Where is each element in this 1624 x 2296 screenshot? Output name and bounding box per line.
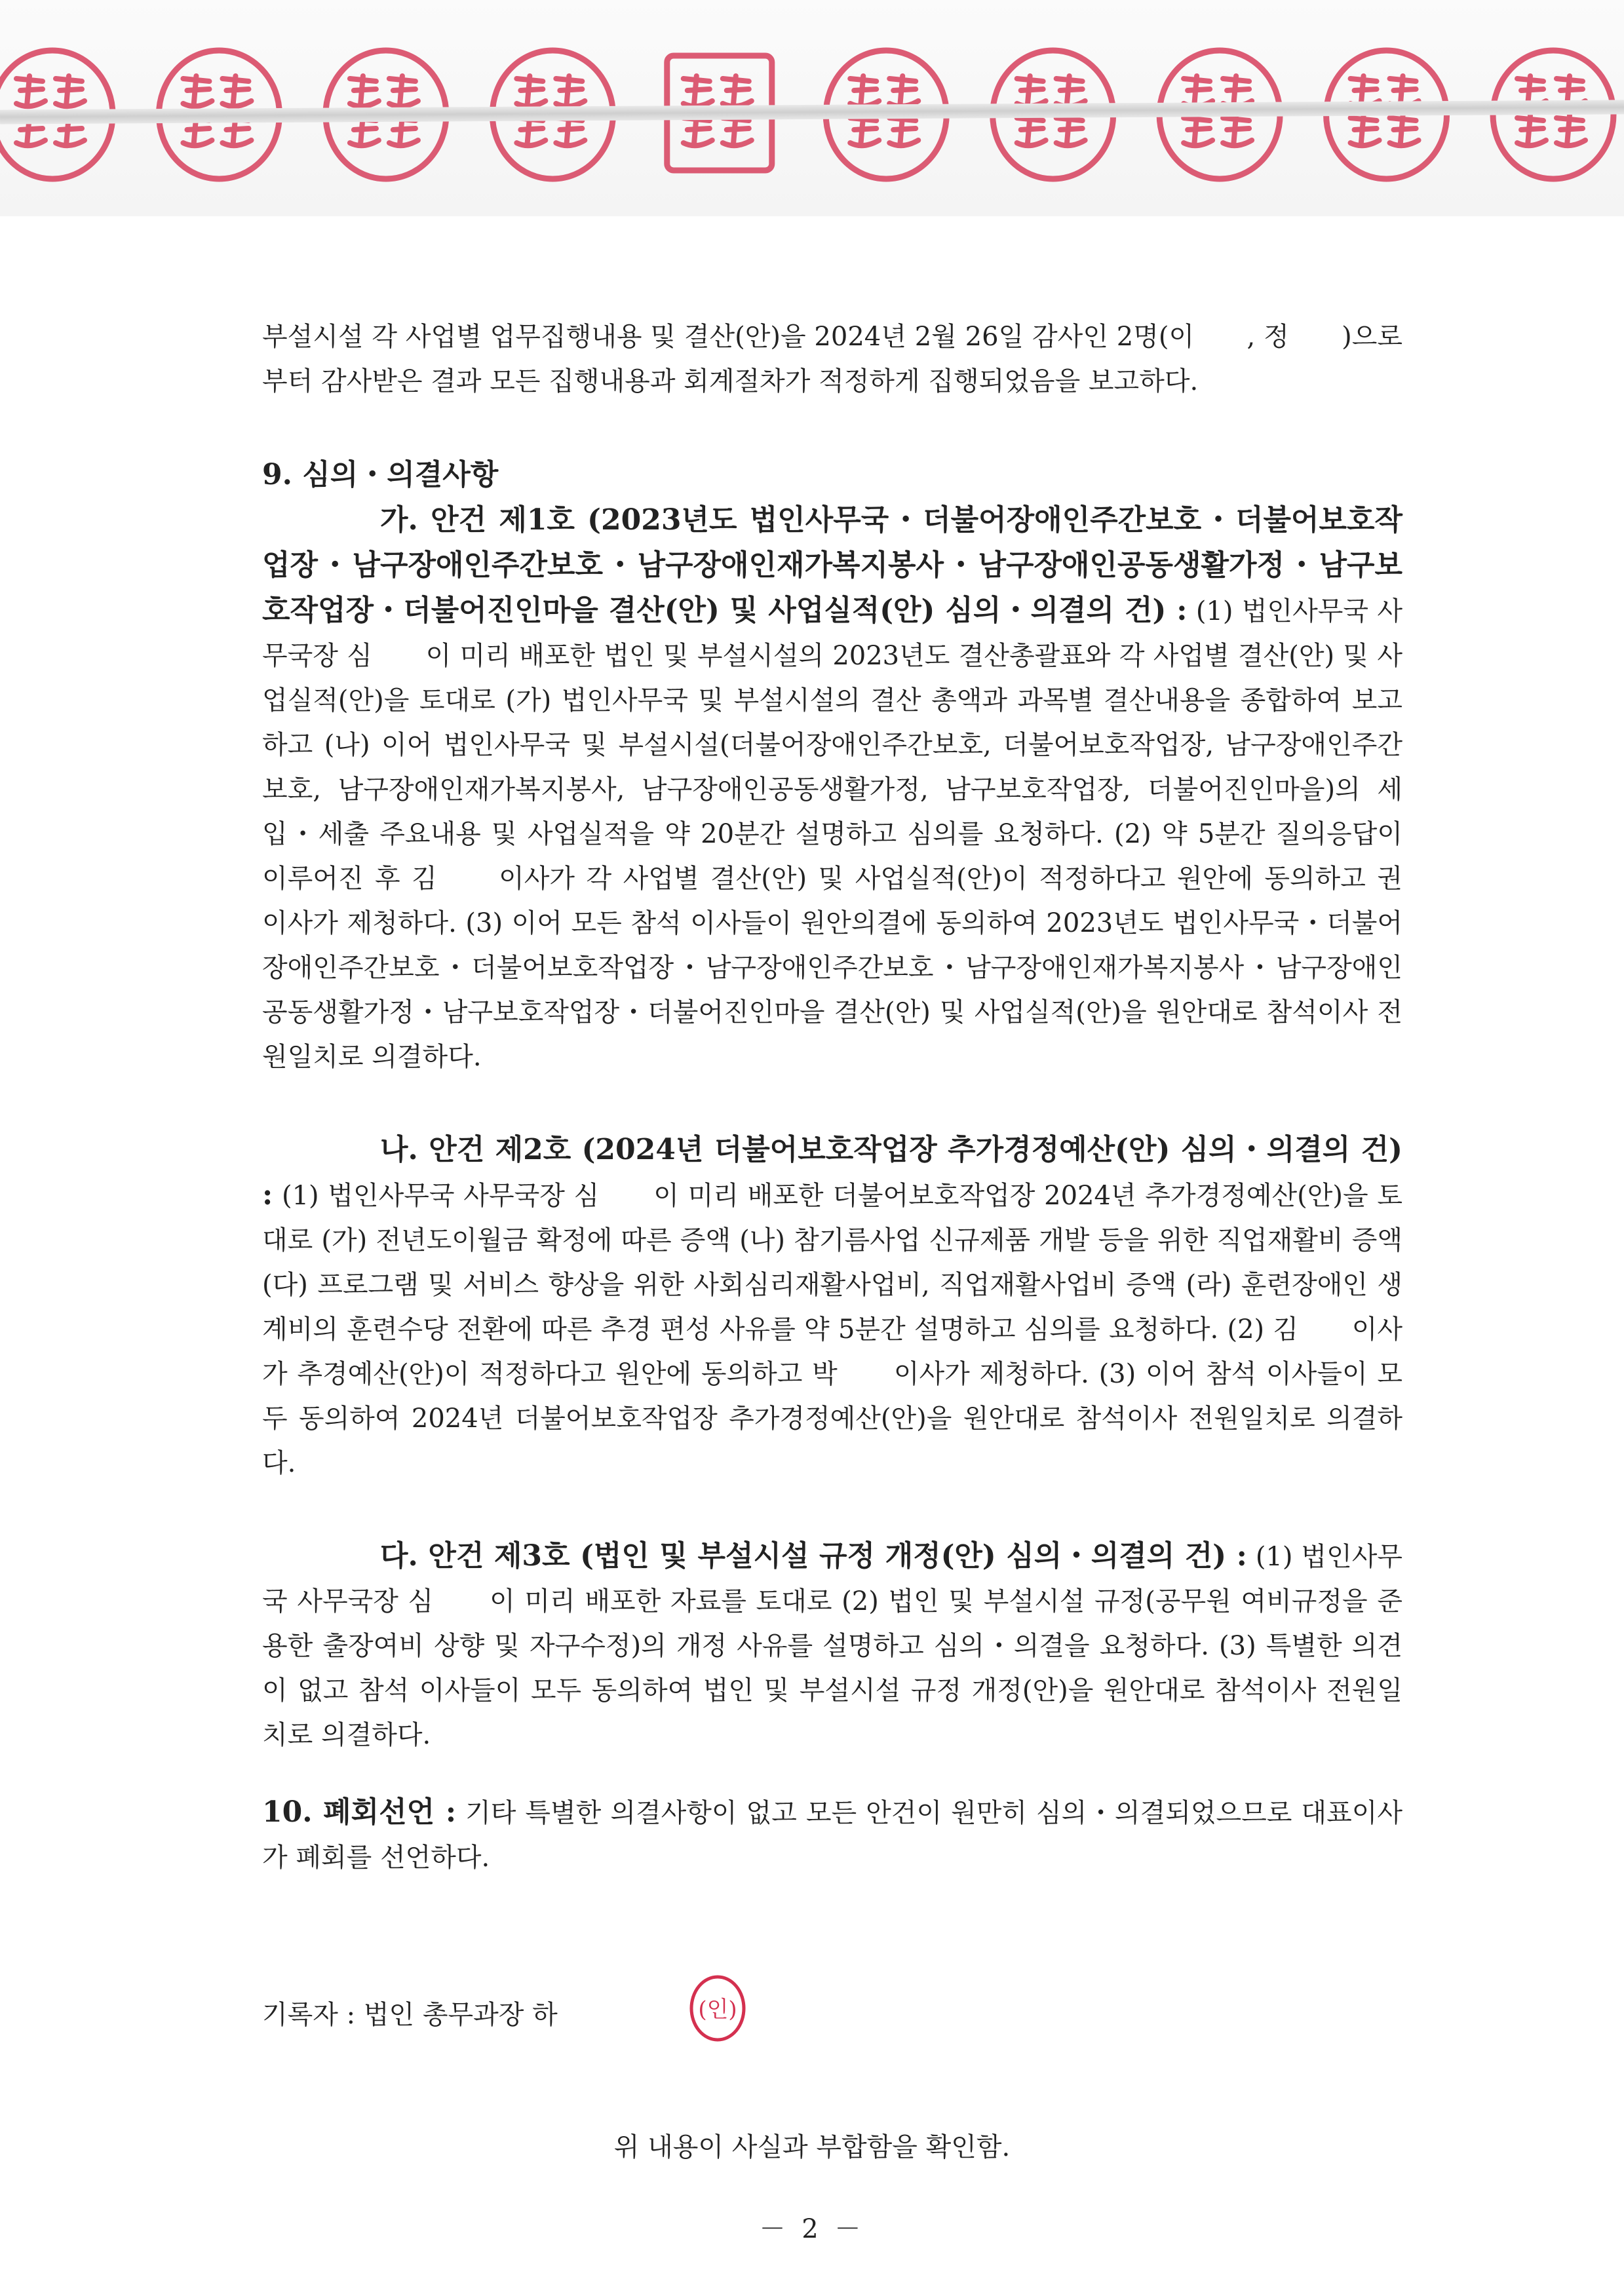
recorder-seal-icon [685, 1972, 750, 2047]
section-10-title: 10. 폐회선언 : [262, 1795, 457, 1829]
agenda-item-2-body: (1) 법인사무국 사무국장 심 이 미리 배포한 더불어보호작업장 2024년 추가경정예산(안)을 토대로 (가) 전년도이월금 확정에 따른 증액 (나) 참기름사업 신규제품 개발 등을 위한 직업재활비 증액 (다) 프로그램 및 서비스 향상을 위한 사회심리재활사업비, 직업재활사업비 증액 (라) 훈련장애인 생계비의 훈련수당 전환에 따른 추경 편성 사유를 약 5분간 설명하고 심의를 요청하다. (2) 김 이사가 추경예산(안)이 적정하다고 원안에 동의하고 박 이사가 제청하다. (3) 이어 참석 이사들이 모두 동의하여 2024년 더불어보호작업장 추가경정예산(안)을 원안대로 참석이사 전원일치로 의결하다. [262, 1181, 1402, 1478]
recorder-line: 기록자 : 법인 총무과장 하 [262, 2000, 558, 2030]
agenda-item-1 [262, 498, 1455, 1079]
intro-paragraph: 부설시설 각 사업별 업무집행내용 및 결산(안)을 2024년 2월 26일 감사인 2명(이 , 정 )으로부터 감사받은 결과 모든 집행내용과 회계절차가 적정하게 집행되었음을 보고하다. [262, 322, 1402, 396]
recorder-seal-text: (인) [698, 1997, 737, 2023]
section-10-body: 기타 특별한 의결사항이 없고 모든 안건이 원만히 심의・의결되었으므로 대표이사가 폐회를 선언하다. [262, 1798, 1402, 1873]
page-number: － 2 － [759, 2214, 865, 2244]
confirmation-text: 위 내용이 사실과 부합함을 확인함. [613, 2132, 1011, 2162]
agenda-item-2-title: 나. 안건 제2호 (2024년 더불어보호작업장 추가경정예산(안) 심의・의결의 건) : [262, 1133, 1402, 1212]
agenda-item-3-body: (1) 법인사무국 사무국장 심 이 미리 배포한 자료를 토대로 (2) 법인 및 부설시설 규정(공무원 여비규정을 준용한 출장여비 상향 및 자구수정)의 개정 사유를 설명하고 심의・의결을 요청하다. (3) 특별한 의견이 없고 참석 이사들이 모두 동의하여 법인 및 부설시설 규정 개정(안)을 원안대로 참석이사 전원일치로 의결하다. [262, 1542, 1402, 1750]
agenda-item-3-title: 다. 안건 제3호 (법인 및 부설시설 규정 개정(안) 심의・의결의 건) : [380, 1539, 1247, 1573]
section-10 [262, 1790, 1402, 1880]
section-9-heading: 9. 심의・의결사항 [262, 458, 499, 491]
agenda-item-1-title: 가. 안건 제1호 (2023년도 법인사무국・더불어장애인주간보호・더불어보호작업장・남구장애인주간보호・남구장애인재가복지봉사・남구장애인공동생활가정・남구보호작업장・더불어진인마을 결산(안) 및 사업실적(안) 심의・의결의 건) : [262, 503, 1402, 627]
agenda-item-3 [262, 1534, 1402, 1757]
agenda-item-2 [262, 1128, 1402, 1485]
agenda-item-1-body: (1) 법인사무국 사무국장 심 이 미리 배포한 법인 및 부설시설의 2023년도 결산총괄표와 각 사업별 결산(안) 및 사업실적(안)을 토대로 (가) 법인사무국 및 부설시설의 결산 총액과 과목별 결산내용을 종합하여 보고하고 (나) 이어 법인사무국 및 부설시설(더불어장애인주간보호, 더불어보호작업장, 남구장애인주간보호, 남구장애인재가복지봉사, 남구장애인공동생활가정, 남구보호작업장, 더불어진인마을)의 세입・세출 주요내용 및 사업실적을 약 20분간 설명하고 심의를 요청하다. (2) 약 5분간 질의응답이 이루어진 후 김 이사가 각 사업별 결산(안) 및 사업실적(안)이 적정하다고 원안에 동의하고 권 이사가 제청하다. (3) 이어 모든 참석 이사들이 원안의결에 동의하여 2023년도 법인사무국・더불어장애인주간보호・더불어보호작업장・남구장애인주간보호・남구장애인재가복지봉사・남구장애인공동생활가정・남구보호작업장・더불어진인마을 결산(안) 및 사업실적(안)을 원안대로 참석이사 전원일치로 의결하다. [262, 596, 1455, 1072]
seal-strip [0, 0, 1624, 216]
document-body [262, 315, 1455, 1880]
